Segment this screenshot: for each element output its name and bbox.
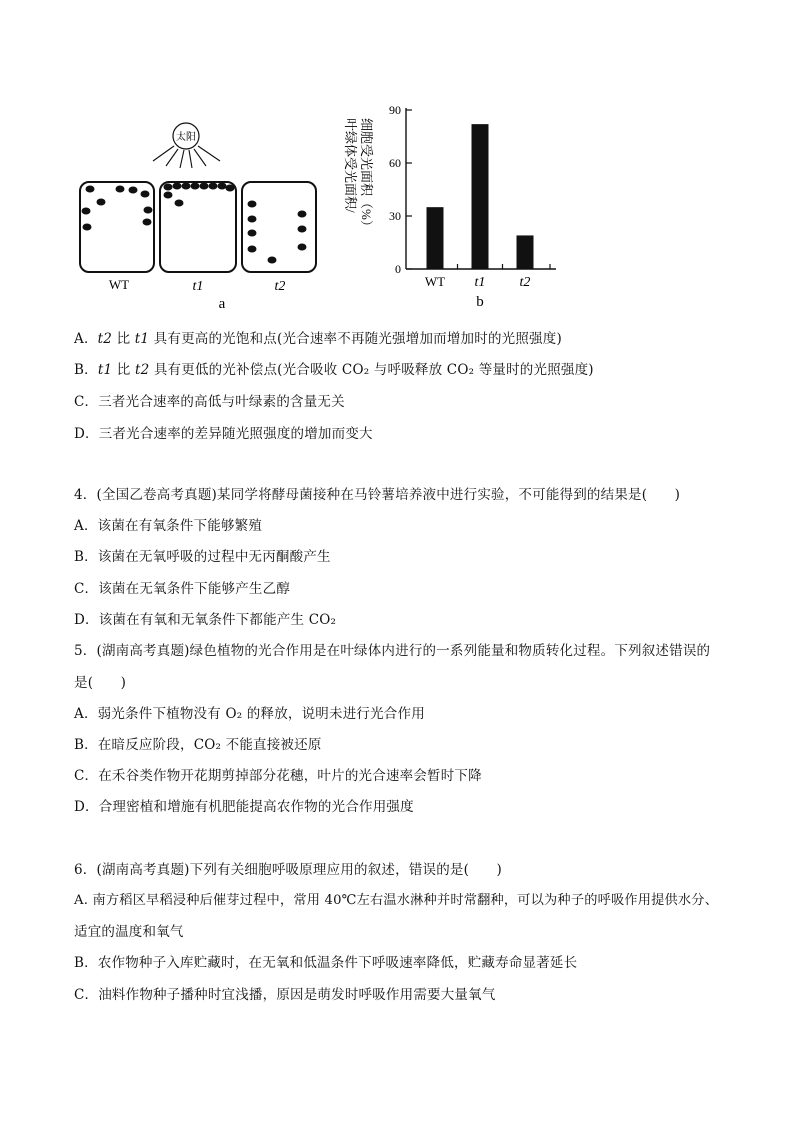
y-tick-label: 0 [395, 262, 401, 276]
figure-b-chart [320, 100, 570, 315]
q5-option-d: D．合理密植和增施有机肥能提高农作物的光合作用强度 [74, 799, 414, 815]
x-label-t2: t2 [519, 275, 531, 290]
x-label-t1: t1 [474, 275, 486, 290]
q6-option-a-line1: A. 南方稻区早稻浸种后催芽过程中，常用 40℃左右温水淋种并时常翻种，可以为种子的呼吸作用提供水分、 [74, 893, 719, 908]
figure-a-caption: a [218, 296, 226, 312]
figure-b-caption: b [476, 294, 484, 310]
cell-t2 [242, 182, 316, 272]
q5-option-a: A．弱光条件下植物没有 O₂ 的释放，说明未进行光合作用 [74, 706, 425, 722]
figure-a-cells [70, 118, 330, 318]
q4-option-a: A．该菌在有氧条件下能够繁殖 [74, 518, 263, 534]
bars [427, 124, 551, 269]
cell-label-t2: t2 [274, 279, 286, 294]
cell-label-t1: t1 [192, 279, 204, 294]
bar-t2 [517, 235, 534, 269]
q3-option-a: A．t2 比 t1 具有更高的光饱和点(光合速率不再随光强增加而增加时的光照强度) [74, 331, 562, 347]
q5-stem-line2: 是( ) [74, 675, 127, 691]
q5-option-b: B．在暗反应阶段，CO₂ 不能直接被还原 [74, 737, 322, 753]
q4-option-c: C．该菌在无氧条件下能够产生乙醇 [74, 581, 291, 597]
q3-option-c: C．三者光合速率的高低与叶绿素的含量无关 [74, 394, 345, 410]
y-tick-label: 90 [389, 103, 401, 117]
q6-stem: 6．(湖南高考真题)下列有关细胞呼吸原理应用的叙述，错误的是( ) [74, 862, 502, 878]
cell-wt [80, 182, 154, 272]
sun-label: 太阳 [176, 132, 196, 143]
q6-option-c: C．油料作物种子播种时宜浅播，原因是萌发时呼吸作用需要大量氧气 [74, 987, 496, 1003]
q5-option-c: C．在禾谷类作物开花期剪掉部分花穗，叶片的光合速率会暂时下降 [74, 768, 482, 784]
y-axis-label-line1: 叶绿体受光面积/ [343, 118, 358, 213]
q5-stem-line1: 5．(湖南高考真题)绿色植物的光合作用是在叶绿体内进行的一系列能量和物质转化过程。下列叙述错误的 [74, 643, 711, 659]
y-ticks [389, 103, 412, 276]
y-tick-label: 30 [389, 209, 401, 223]
bar-t1 [472, 124, 489, 269]
cell-t1 [160, 182, 236, 272]
q3-option-b: B．t1 比 t2 具有更低的光补偿点(光合吸收 CO₂ 与呼吸释放 CO₂ 等量时的光照强度) [74, 362, 594, 378]
sun-icon [153, 123, 220, 168]
q4-stem: 4．(全国乙卷高考真题)某同学将酵母菌接种在马铃薯培养液中进行实验，不可能得到的结果是( ) [74, 487, 681, 503]
cell-label-wt: WT [108, 277, 130, 292]
q6-option-a-line2: 适宜的温度和氧气 [74, 924, 184, 940]
x-label-wt: WT [424, 274, 446, 289]
x-labels [425, 274, 531, 290]
bar-wt [427, 207, 444, 269]
q4-option-b: B．该菌在无氧呼吸的过程中无丙酮酸产生 [74, 549, 331, 565]
y-tick-label: 60 [389, 156, 401, 170]
q4-option-d: D．该菌在有氧和无氧条件下都能产生 CO₂ [74, 612, 337, 628]
q6-option-b: B．农作物种子入库贮藏时，在无氧和低温条件下呼吸速率降低，贮藏寿命显著延长 [74, 955, 578, 971]
q3-option-d: D．三者光合速率的差异随光照强度的增加而变大 [74, 426, 373, 442]
y-axis-label-line2: 细胞受光面积（%） [359, 118, 374, 233]
